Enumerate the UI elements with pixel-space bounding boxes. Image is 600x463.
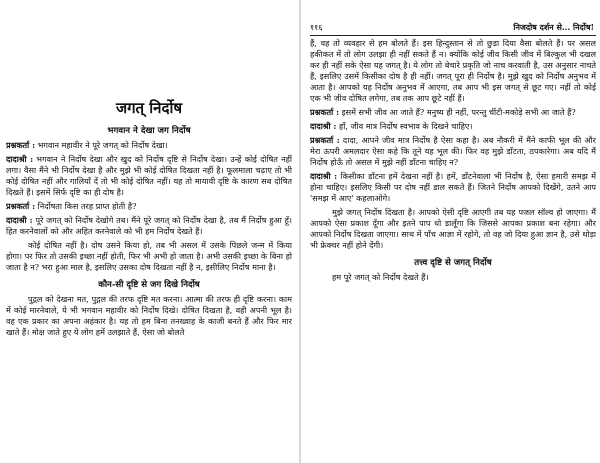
paragraph <box>6 215 292 237</box>
speaker-label: प्रश्नकर्ता : <box>6 201 36 211</box>
paragraph <box>6 154 292 198</box>
paragraph-text: निर्दोषता किस तरह प्राप्त होती है? <box>37 201 137 211</box>
speaker-label: प्रश्नकर्ता : <box>310 107 340 117</box>
book-gutter <box>299 0 301 463</box>
section-title: कौन-सी दृष्टि से जग दिखे निर्दोष <box>98 280 200 290</box>
speaker-label: दादाश्री : <box>310 121 337 131</box>
right-page <box>310 0 596 463</box>
paragraph <box>310 171 596 204</box>
paragraph <box>310 207 596 251</box>
speaker-label: दादाश्री : <box>310 171 338 181</box>
page-number: ११६ <box>310 23 323 32</box>
paragraph-text: पुद्गल को देखना मत, पुद्गल की तरफ दृष्टि मत करना। आत्मा की तरफ ही दृष्टि करना। काम में कोई मारनेवाले, ये भी भगवान महावीर को निर्दोष दिखे। दोषित दिखता है, वही अपनी भूल है। वह एक प्रकार का अपना अहंकार है। यह तो हम बिना तनख्वाह के काजी बनते हैं और फिर मार खाते हैं। मोक्ष जाते हुए ये लोग हमें उलझाते हैं, ऐसा जो बोलते <box>6 294 292 337</box>
paragraph <box>6 294 292 338</box>
speaker-label: प्रश्नकर्ता : <box>310 135 340 145</box>
paragraph-text: दादा, आपने जीव मात्र निर्दोष है ऐसा कहा है। अब नौकरी में मैंने काफी भूल की और मेरा ऊपरी अमलदार ऐसा कहे कि तूने यह भूल की। फिर वह मुझे डाँटता, ठपकारेगा। अब यदि मैं निर्दोष होऊँ तो असल में मुझे नहीं डाँटना चाहिए न? <box>310 135 596 167</box>
paragraph <box>310 38 596 104</box>
paragraph <box>310 107 596 118</box>
paragraph-text: कोई दोषित नहीं है। दोष उसने किया हो, तब भी असल में उसके पिछले जन्म में किया होगा। पर फिर तो उसकी इच्छा नहीं होती, फिर भी अभी हो जाता है। अभी उसकी इच्छा के बिना हो जाता है न? भरा हुआ माल है, इसलिए उसका दोष दिखता नहीं है न, इसीलिए निर्दोष माना है। <box>6 240 292 272</box>
left-page <box>6 0 292 463</box>
paragraph <box>310 121 596 132</box>
paragraph-text: हम पूरे जगत् को निर्दोष देखते हैं। <box>332 272 429 282</box>
paragraph-text: किसीका डाँटना हमें देखना नहीं है। हमें, डाँटनेवाला भी निर्दोष है, ऐसा हमारी समझ में होना चाहिए। इसलिए किसी पर दोष नहीं डाल सकते हैं। जितने निर्दोष आपको दिखेंगे, उतने आप 'समझ में आए' कहलाओगे। <box>310 171 596 203</box>
paragraph-text: भगवान महावीर ने पूरे जगत् को निर्दोष देखा। <box>37 140 168 150</box>
paragraph <box>6 240 292 273</box>
paragraph-text: पूरे जगत् को निर्दोष देखोगे तब। मैंने पूरे जगत् को निर्दोष देखा है, तब मैं निर्दोष हुआ हूँ। हित करनेवालों को और अहित करनेवाले को भी हम निर्दोष देखते हैं। <box>6 215 292 236</box>
paragraph <box>310 135 596 168</box>
paragraph-text: भगवान ने निर्दोष देखा और खुद को निर्दोष दृष्टि से निर्दोष देखा। उन्हें कोई दोषित नहीं लगा। वैसा मैंने भी निर्दोष देखा है और मुझे भी कोई दोषित दिखता नहीं है। फूलमाला चढ़ाए तो भी कोई दोषित नहीं और गालियाँ दें तो भी कोई दोषित नहीं। यह तो मायावी दृष्टि के कारण सब दोषित दिखते हैं। इसमें सिर्फ दृष्टि का ही दोष है। <box>6 154 292 197</box>
speaker-label: प्रश्नकर्ता : <box>6 140 36 150</box>
running-title: निजदोष दर्शन से... निर्दोष! <box>513 22 594 32</box>
speaker-label: दादाश्री : <box>6 215 33 225</box>
paragraph-text: इसमें सभी जीव आ जाते हैं? मनुष्य ही नहीं, परन्तु चींटी-मकोड़े सभी आ जाते हैं? <box>341 107 576 117</box>
paragraph-text: मुझे जगत् निर्दोष दिखता है। आपको ऐसी दृष्टि आएगी तब यह पजल सॉल्व हो जाएगा। मैं आपको ऐसा प्रकाश दूँगा और इतने पाप धो डालूँगा कि जिससे आपका प्रकाश बना रहेगा। और आपको निर्दोष दिखता जाएगा। साथ में पाँच आज्ञा में रहोगे, तो वह जो दिया हुआ ज्ञान है, उसे थोड़ा भी फ्रेक्चर नहीं होने देंगी। <box>310 207 596 250</box>
paragraph <box>310 272 596 283</box>
paragraph-text: हाँ, जीव मात्र निर्दोष स्वभाव के दिखने चाहिए। <box>339 121 473 131</box>
paragraph <box>6 140 292 151</box>
section-title: भगवान ने देखा जग निर्दोष <box>107 126 191 136</box>
page-header <box>310 0 596 36</box>
paragraph-text: हैं, वह तो व्यवहार से हम बोलते हैं। इस हिन्दुस्तान से तो छुडा दिया वैसा बोलते हैं। पर असल हकीकत में तो लोग उलझा ही नहीं सकते हैं न। क्योंकि कोई जीव किसी जीव में बिल्कुल भी दखल कर ही नहीं सके ऐसा यह जगत् है। ये लोग तो बेचारे प्रकृति जो नाच करवाती है, उस अनुसार नाचते हैं, इसलिए उसमें किसीका दोष है ही नहीं। जगत् पूरा ही निर्दोष है। मुझे खुद को निर्दोष अनुभव में आता है। आपको यह निर्दोष अनुभव में आएगा, तब आप भी इस जगत् से छूट गए। नहीं तो कोई एक भी जीव दोषित लगेगा, तब तक आप छूटे नहीं हैं। <box>310 38 596 103</box>
paragraph <box>6 201 292 212</box>
section-title: तत्त्व दृष्टि से जगत् निर्दोष <box>414 258 492 268</box>
chapter-title: जगत् निर्दोष <box>115 99 183 117</box>
speaker-label: दादाश्री : <box>6 154 34 164</box>
